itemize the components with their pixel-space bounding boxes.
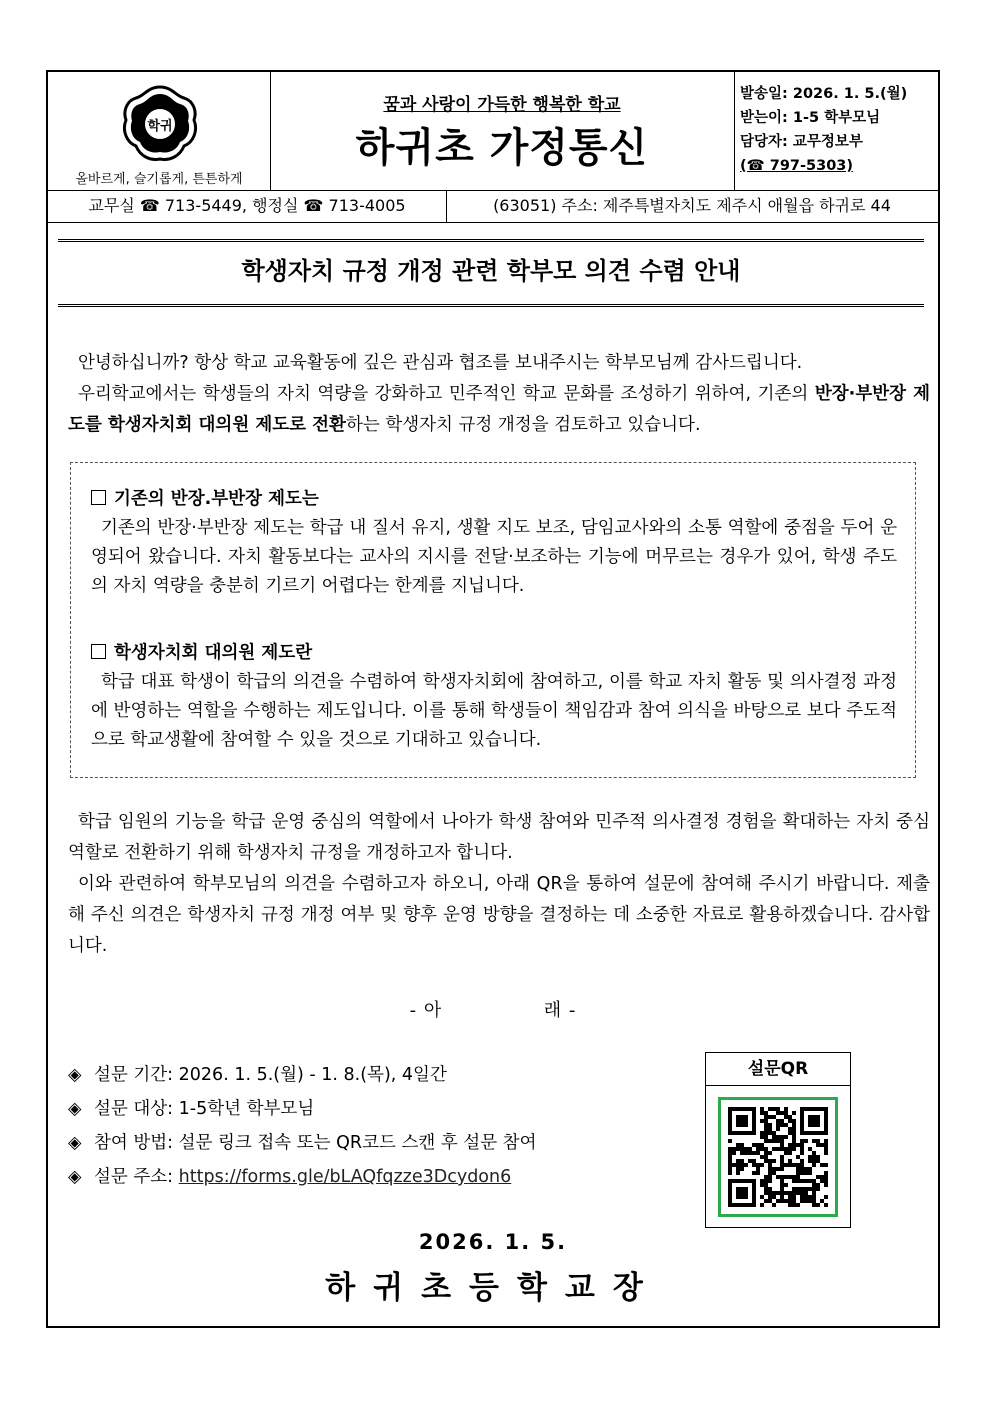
school-motto: 올바르게, 슬기롭게, 튼튼하게 — [75, 172, 243, 187]
send-date: 발송일: 2026. 1. 5.(월) — [740, 86, 908, 102]
manager-phone: (☎ 797-5303) — [740, 158, 854, 174]
section-heading — [91, 485, 897, 514]
intro-text-before: 우리학교에서는 학생들의 자치 역량을 강화하고 민주적인 학교 문화를 조성하기 위하여, 기존의 — [78, 384, 815, 404]
greeting-text: 안녕하십니까? 항상 학교 교육활동에 깊은 관심과 협조를 보내주시는 학부모님께 감사드립니다. — [78, 353, 803, 373]
diamond-bullet-icon: ◈ — [68, 1167, 82, 1187]
section-existing-system — [91, 485, 897, 601]
section-title: 학생자치회 대의원 제도란 — [114, 643, 313, 663]
diamond-bullet-icon: ◈ — [68, 1065, 82, 1085]
send-meta — [740, 82, 907, 178]
main-title: 학생자치 규정 개정 관련 학부모 의견 수렴 안내 — [241, 257, 741, 285]
below-marker-left: - 아 — [409, 1000, 443, 1021]
survey-method: 설문 링크 접속 또는 QR코드 스캔 후 설문 참여 — [178, 1133, 537, 1153]
section-title: 기존의 반장.부반장 제도는 — [114, 489, 319, 509]
newsletter-title: 하귀초 가정통신 — [355, 125, 649, 171]
contact-row — [48, 190, 938, 223]
emblem-text: 학귀 — [147, 119, 173, 134]
intro-text-bold: 반장·부반장 제도를 학생자치회 대의원 제도로 전환 — [68, 384, 931, 435]
survey-target: 1-5학년 학부모님 — [178, 1099, 315, 1119]
method-label: 참여 방법: — [94, 1133, 179, 1153]
recipient: 받는이: 1-5 학부모님 — [740, 110, 881, 126]
list-item — [68, 1092, 536, 1126]
info-box — [70, 462, 916, 778]
closing-paragraph-1: 학급 임원의 기능을 학급 운영 중심의 역할에서 나아가 학생 참여와 민주적 의사결정 경험을 확대하는 자치 중심 역할로 전환하기 위해 학생자치 규정을 개정하고자 합니다. — [68, 812, 930, 863]
qr-box — [705, 1052, 851, 1228]
diamond-bullet-icon: ◈ — [68, 1133, 82, 1153]
closing-section — [68, 807, 930, 962]
issue-date: 2026. 1. 5. — [418, 1230, 568, 1254]
qr-code-icon[interactable] — [718, 1097, 838, 1217]
checkbox-square-icon — [91, 644, 106, 659]
header-title-cell — [270, 72, 735, 190]
list-item — [68, 1058, 536, 1092]
intro-section — [68, 348, 930, 441]
section-heading — [91, 639, 897, 668]
school-emblem-icon — [120, 84, 200, 164]
target-label: 설문 대상: — [94, 1099, 179, 1119]
manager: 담당자: 교무정보부 — [740, 134, 863, 150]
list-item — [68, 1126, 536, 1160]
main-title-box — [58, 239, 924, 307]
survey-info-list — [68, 1058, 536, 1194]
newsletter-frame — [46, 70, 940, 1328]
intro-paragraph — [68, 379, 930, 441]
diamond-bullet-icon: ◈ — [68, 1099, 82, 1119]
survey-period: 2026. 1. 5.(월) - 1. 8.(목), 4일간 — [178, 1065, 447, 1085]
section-delegate-system — [91, 639, 897, 755]
principal-signature: 하귀초등학교장 — [325, 1270, 661, 1306]
intro-text-after: 하는 학생자치 규정 개정을 검토하고 있습니다. — [345, 415, 701, 435]
url-label: 설문 주소: — [94, 1167, 179, 1187]
section-body: 기존의 반장·부반장 제도는 학급 내 질서 유지, 생활 지도 보조, 담임교사와의 소통 역할에 중점을 두어 운영되어 왔습니다. 자치 활동보다는 교사의 지시를 전달·보조하는 기능에 머무르는 경우가 있어, 학생 주도의 자치 역량을 충분히 기르기 어렵다는 한계를 지닙니다. — [91, 518, 897, 596]
contact-phones: 교무실 ☎ 713-5449, 행정실 ☎ 713-4005 — [48, 190, 447, 222]
below-marker-right: 래 - — [543, 1000, 577, 1021]
list-item — [68, 1160, 536, 1194]
header-logo-cell — [48, 72, 271, 190]
school-slogan: 꿈과 사랑이 가득한 행복한 학교 — [383, 95, 621, 115]
section-body: 학급 대표 학생이 학급의 의견을 수렴하여 학생자치회에 참여하고, 이를 학교 자치 활동 및 의사결정 과정에 반영하는 역할을 수행하는 제도입니다. 이를 통해 학생들이 책임감과 참여 의식을 바탕으로 보다 주도적으로 학교생활에 참여할 수 있을 것으로 기대하고 있습니다. — [91, 672, 897, 750]
below-marker — [48, 996, 938, 1022]
header — [48, 72, 938, 191]
period-label: 설문 기간: — [94, 1065, 179, 1085]
header-meta-cell — [734, 72, 938, 190]
contact-address: (63051) 주소: 제주특별자치도 제주시 애월읍 하귀로 44 — [493, 196, 891, 215]
qr-caption: 설문QR — [706, 1053, 850, 1086]
checkbox-square-icon — [91, 490, 106, 505]
closing-paragraph-2: 이와 관련하여 학부모님의 의견을 수렴하고자 하오니, 아래 QR을 통하여 설문에 참여해 주시기 바랍니다. 제출해 주신 의견은 학생자치 규정 개정 여부 및 향후 운영 방향을 결정하는 데 소중한 자료로 활용하겠습니다. 감사합니다. — [68, 874, 930, 956]
survey-url-link[interactable]: https://forms.gle/bLAQfqzze3Dcydon6 — [178, 1167, 512, 1187]
